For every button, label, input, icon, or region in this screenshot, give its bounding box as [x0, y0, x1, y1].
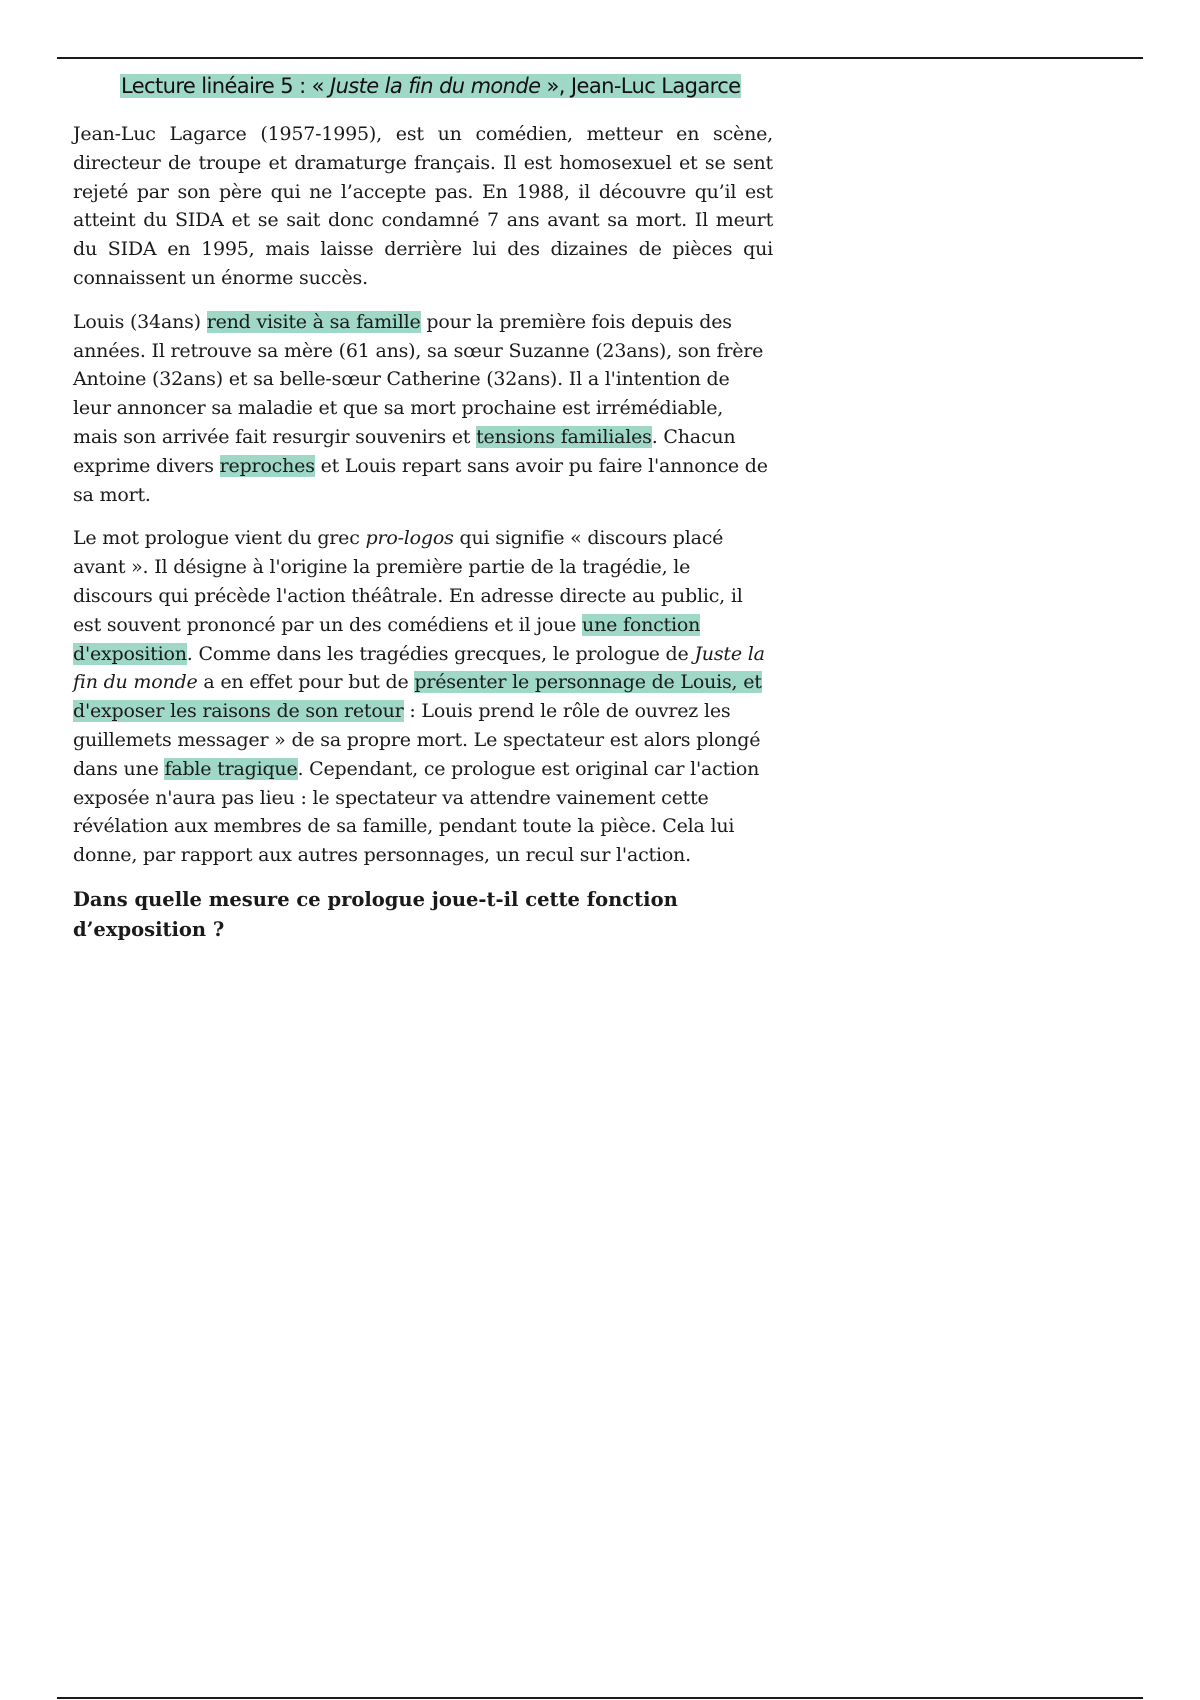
title-suffix: », Jean-Luc Lagarce: [540, 74, 741, 98]
prologue-text: qui signifie « discours placé avant ». Il désigne à l'origine la première partie de la tragédie, le discours qui précède l'action théâtrale. En adresse directe au public, il est souvent prononcé par un des comédiens et il joue: [73, 527, 743, 636]
highlight-reproches: reproches: [219, 454, 315, 477]
highlight-fonction: une fonction d'exposition: [73, 613, 701, 665]
prologue-italic-title: Juste la fin du monde: [73, 642, 765, 694]
title-prefix: Lecture linéaire 5 : «: [121, 74, 330, 98]
biography-paragraph: Jean-Luc Lagarce (1957-1995), est un comédien, metteur en scène, directeur de troupe et dramaturge français. Il est homosexuel et se sent rejeté par son père qui ne l’accepte pas. En 1988, il découvre qu’il est atteint du SIDA et se sait donc condamné 7 ans avant sa mort. Il meurt du SIDA en 1995, mais laisse derrière lui des dizaines de pièces qui connaissent un énorme succès.: [73, 123, 773, 289]
title-highlight: [120, 74, 741, 98]
title-work: Juste la fin du monde: [330, 74, 541, 98]
summary-text: et Louis repart sans avoir pu faire l'annonce de sa mort.: [73, 454, 768, 506]
prologue-text: Le mot prologue vient du grec: [73, 527, 366, 550]
prologue-text: a en effet pour but de: [197, 671, 415, 694]
page-title: [120, 70, 741, 102]
prologue-text: . Cependant, ce prologue est original car l'action exposée n'aura pas lieu : le spectateur va attendre vainement cette révélation aux membres de sa famille, pendant toute la pièce. Cela lui donne, par rapport aux autres personnages, un recul sur l'action.: [73, 757, 760, 867]
top-rule: [57, 57, 1143, 59]
summary-text: . Chacun exprime divers: [73, 425, 736, 477]
prologue-text: . Comme dans les tragédies grecques, le prologue de: [186, 642, 695, 665]
document-body: [73, 120, 773, 960]
summary-text: pour la première fois depuis des années. Il retrouve sa mère (61 ans), sa sœur Suzanne (23ans), son frère Antoine (32ans) et sa belle-sœur Catherine (32ans). Il a l'intention de leur annoncer sa maladie et que sa mort prochaine est irrémédiable, mais son arrivée fait resurgir souvenirs et: [73, 310, 764, 448]
bottom-rule: [57, 1697, 1143, 1699]
highlight-presenter: présenter le personnage de Louis, et d'exposer les raisons de son retour: [73, 671, 762, 723]
problematique-question: Dans quelle mesure ce prologue joue-t-il cette fonction d’exposition ?: [73, 887, 678, 941]
highlight-visit: rend visite à sa famille: [206, 310, 421, 333]
prologue-text: : Louis prend le rôle de ouvrez les guillemets messager » de sa propre mort. Le spectateur est alors plongé dans une: [73, 700, 761, 780]
summary-text: Louis (34ans): [73, 310, 207, 333]
summary-paragraph: [73, 308, 773, 510]
highlight-tensions: tensions familiales: [476, 425, 652, 448]
prologue-paragraph: [73, 524, 773, 870]
highlight-fable: fable tragique: [164, 757, 298, 780]
prologue-italic-term: pro-logos: [365, 527, 454, 550]
